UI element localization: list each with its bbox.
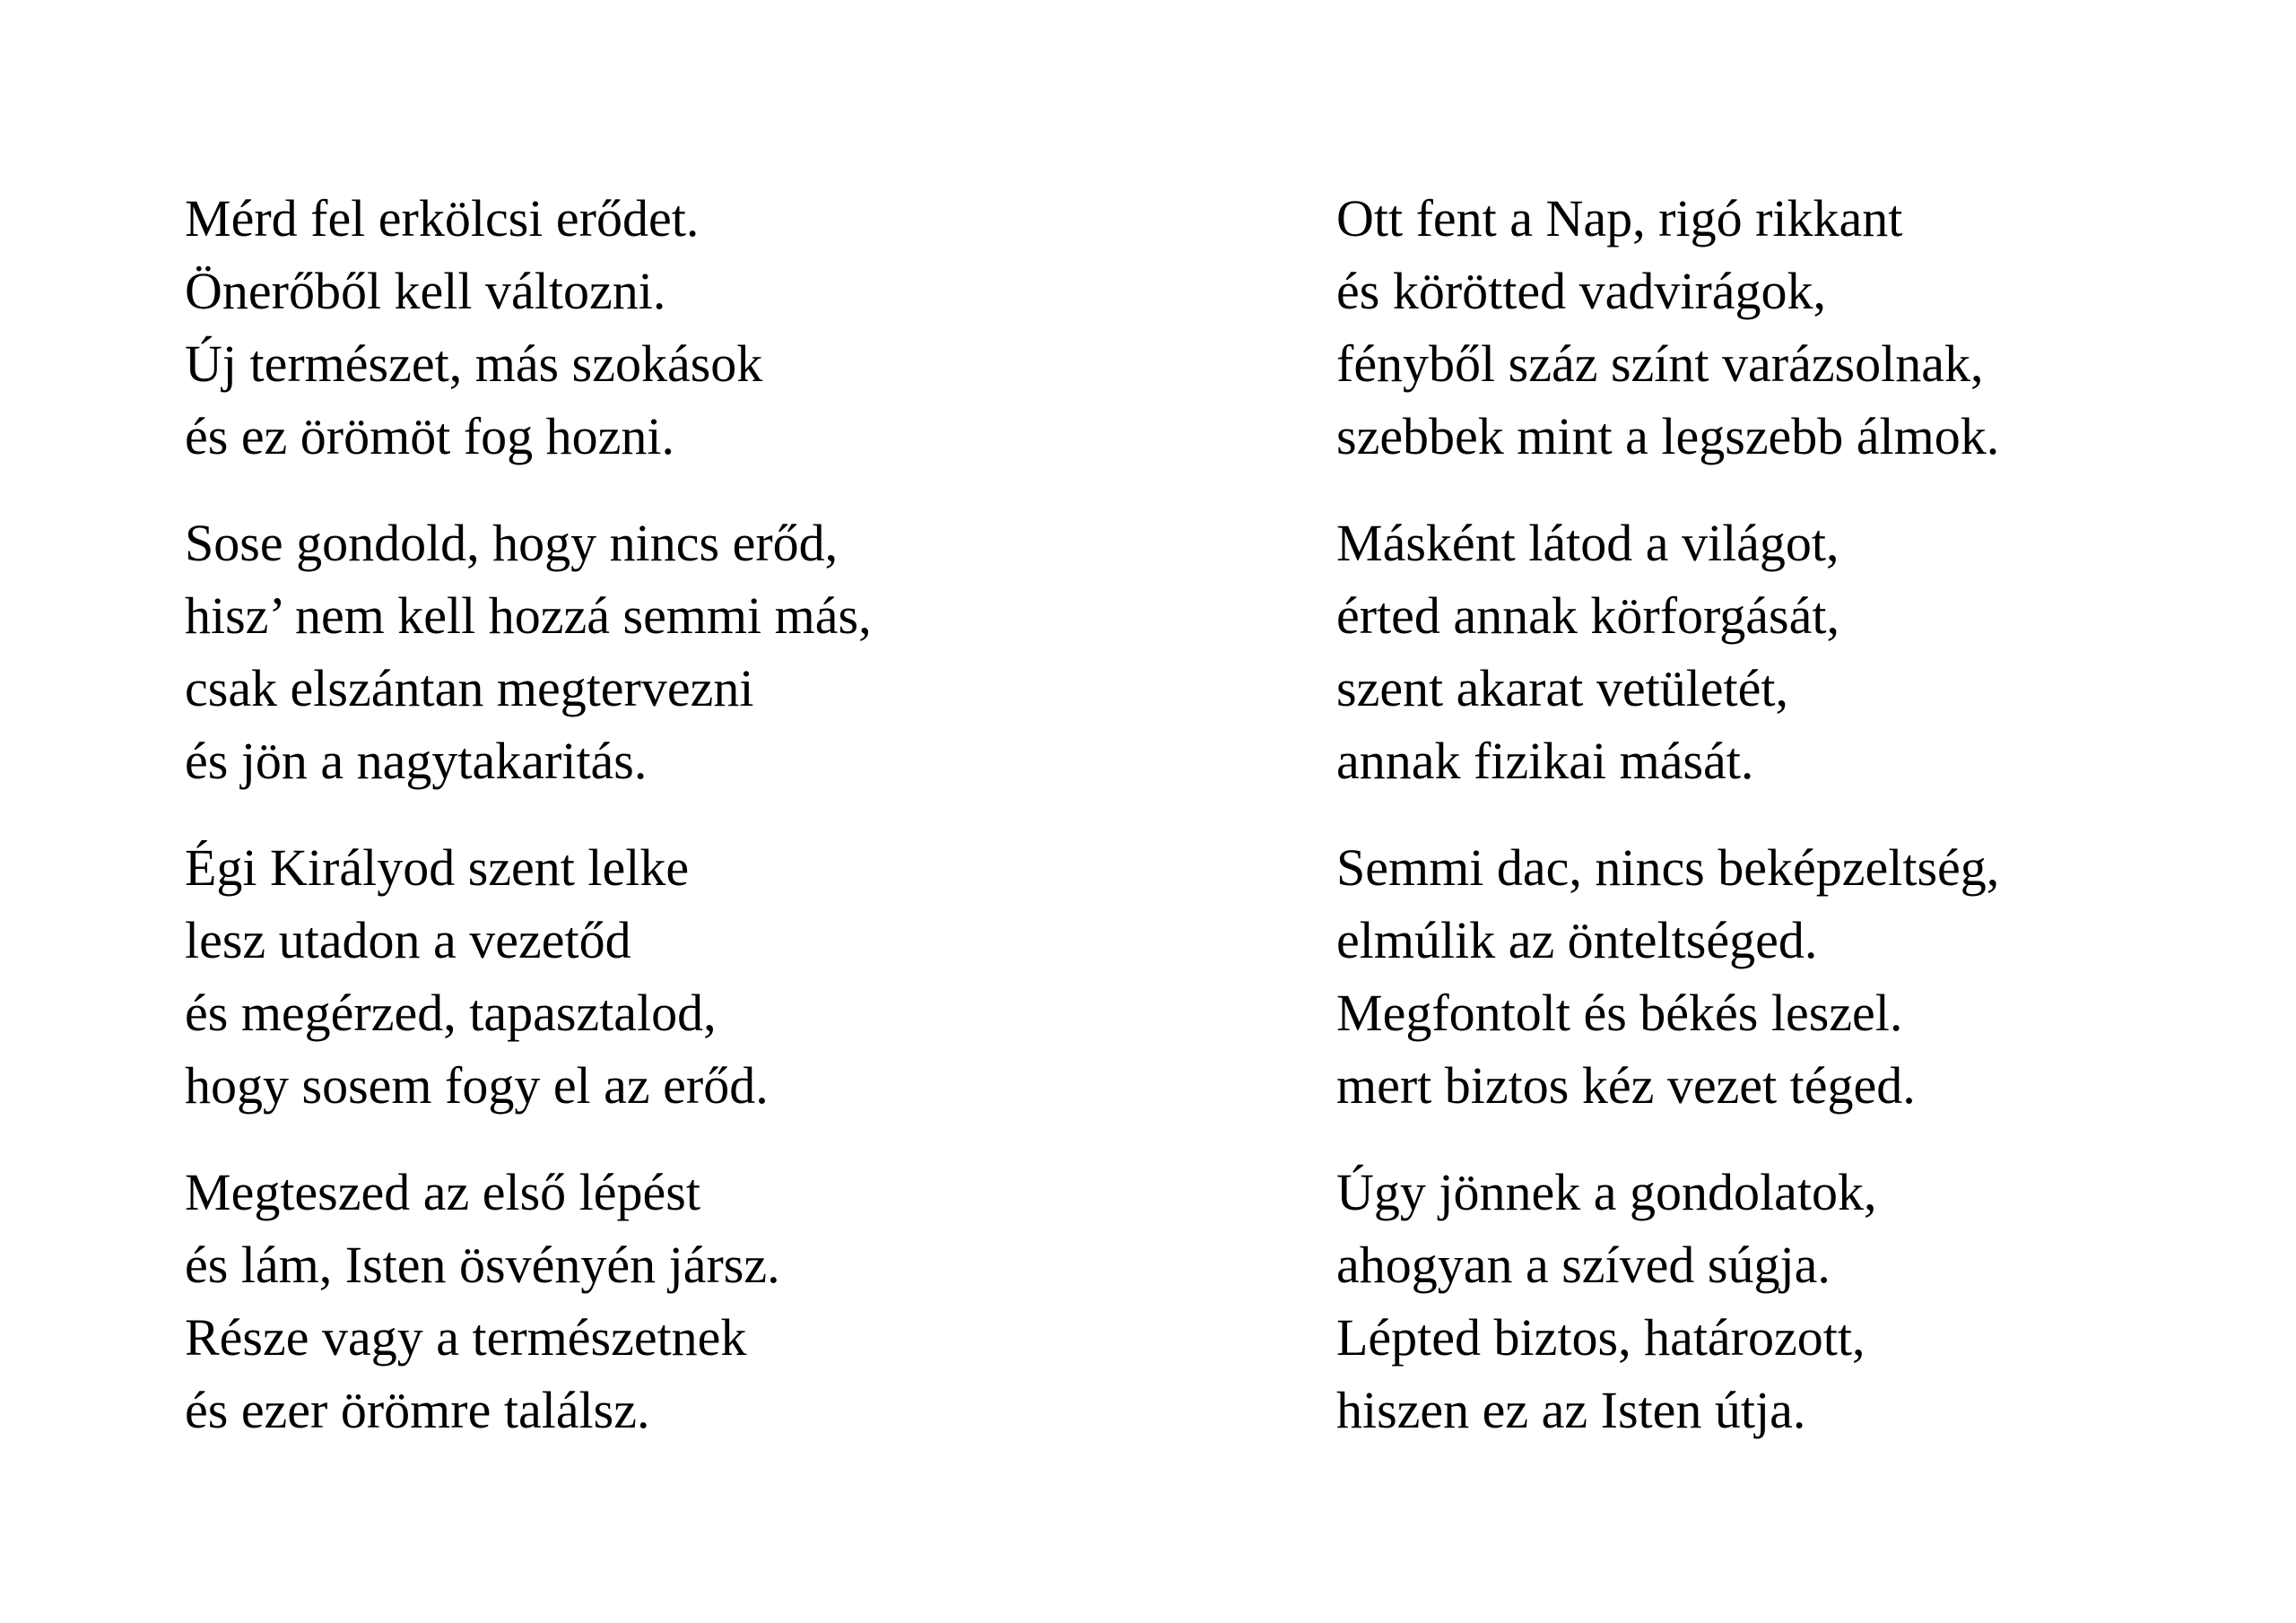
poem-line: Ott fent a Nap, rigó rikkant	[1336, 189, 1903, 247]
poem-line: és lám, Isten ösvényén jársz.	[185, 1236, 780, 1294]
poem-line: Megteszed az első lépést	[185, 1163, 700, 1221]
poem-line: Semmi dac, nincs beképzeltség,	[1336, 838, 2000, 897]
poem-line: lesz utadon a vezetőd	[185, 911, 631, 969]
stanza-6	[1336, 507, 2296, 797]
stanza-8	[1336, 1156, 2296, 1446]
poem-line: Égi Királyod szent lelke	[185, 838, 690, 897]
stanza-2	[185, 507, 1279, 797]
poem-line: Megfontolt és békés leszel.	[1336, 984, 1903, 1042]
poem-right-column	[1336, 182, 2296, 1480]
poem-line: és ez örömöt fog hozni.	[185, 407, 675, 465]
poem-line: hogy sosem fogy el az erőd.	[185, 1056, 769, 1115]
poem-line: Másként látod a világot,	[1336, 514, 1839, 572]
poem-line: annak fizikai mását.	[1336, 732, 1754, 790]
stanza-7	[1336, 831, 2296, 1122]
poem-line: érted annak körforgását,	[1336, 586, 1839, 645]
poem-line: hiszen ez az Isten útja.	[1336, 1381, 1806, 1439]
poem-left-column	[185, 182, 1279, 1480]
poem-line: Úgy jönnek a gondolatok,	[1336, 1163, 1877, 1221]
poem-line: szebbek mint a legszebb álmok.	[1336, 407, 2000, 465]
stanza-1	[185, 182, 1279, 473]
poem-line: elmúlik az önteltséged.	[1336, 911, 1818, 969]
poem-line: és jön a nagytakaritás.	[185, 732, 648, 790]
poem-line: és megérzed, tapasztalod,	[185, 984, 717, 1042]
poem-line: ahogyan a szíved súgja.	[1336, 1236, 1831, 1294]
poem-line: fényből száz színt varázsolnak,	[1336, 334, 1984, 393]
stanza-4	[185, 1156, 1279, 1446]
stanza-5	[1336, 182, 2296, 473]
poem-line: Önerőből kell változni.	[185, 262, 666, 320]
poem-line: hisz’ nem kell hozzá semmi más,	[185, 586, 872, 645]
poem-line: Sose gondold, hogy nincs erőd,	[185, 514, 839, 572]
poem-line: Mérd fel erkölcsi erődet.	[185, 189, 700, 247]
poem-line: szent akarat vetületét,	[1336, 659, 1789, 717]
poem-line: és ezer örömre találsz.	[185, 1381, 650, 1439]
poem-line: és körötted vadvirágok,	[1336, 262, 1827, 320]
poem-line: Része vagy a természetnek	[185, 1308, 747, 1367]
poem-line: csak elszántan megtervezni	[185, 659, 754, 717]
poem-line: Új természet, más szokások	[185, 334, 763, 393]
poem-line: Lépted biztos, határozott,	[1336, 1308, 1866, 1367]
poem-line: mert biztos kéz vezet téged.	[1336, 1056, 1916, 1115]
stanza-3	[185, 831, 1279, 1122]
